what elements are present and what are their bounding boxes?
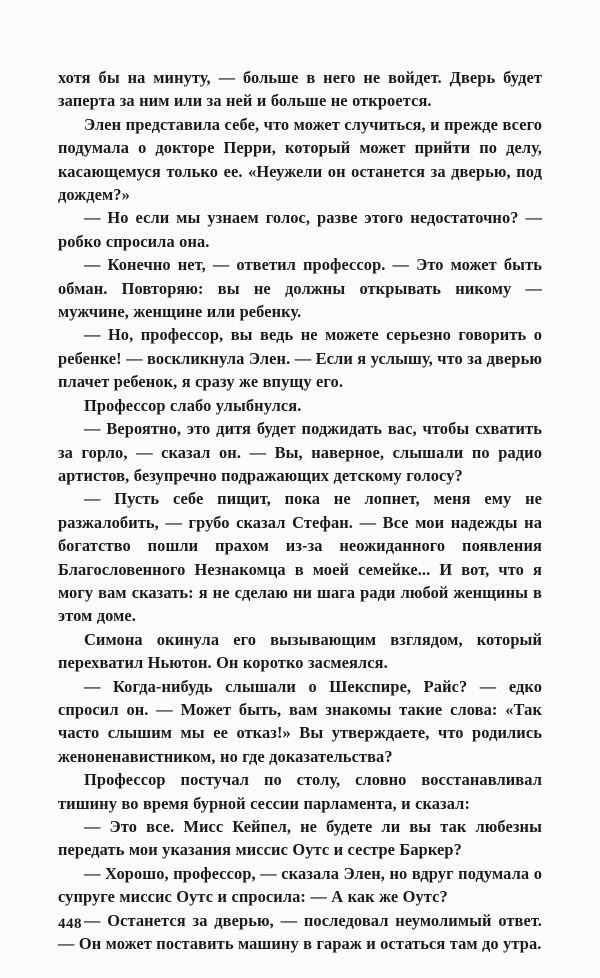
paragraph: Симона окинула его вызывающим взглядом, который перехватил Ньютон. Он коротко засмеялся.: [58, 629, 542, 673]
paragraph: — Вероятно, это дитя будет поджидать вас, чтобы схватить за горло, — сказал он. — Вы, наверное, слышали по радио артистов, безупречно подражающих детскому голосу?: [58, 419, 542, 485]
paragraph: — Когда-нибудь слышали о Шекспире, Райс? — едко спросил он. — Может быть, вам знакомы такие слова: «Так часто слышим мы ее отказ!» Вы утверждаете, что родились женоненавистником, но где доказательства?: [58, 676, 542, 766]
paragraph: Элен представила себе, что может случиться, и прежде всего подумала о докторе Перри, который может прийти по делу, касающемуся только ее. «Неужели он останется за дверью, под дождем?»: [58, 114, 542, 205]
paragraph: — Но если мы узнаем голос, разве этого недостаточно? — робко спросила она.: [58, 208, 542, 251]
paragraph: хотя бы на минуту, — больше в него не войдет. Дверь будет заперта за ним или за ней и больше не откроется.: [58, 68, 542, 111]
body-text-column: [58, 66, 542, 955]
paragraph: — Останется за дверью, — последовал неумолимый ответ. — Он может поставить машину в гараж и остаться там до утра.: [58, 910, 542, 954]
paragraph: — Хорошо, профессор, — сказала Элен, но вдруг подумала о супруге миссис Оутс и спросила: — А как же Оутс?: [58, 863, 542, 907]
page-number: 448: [58, 916, 82, 932]
paragraph: Профессор слабо улыбнулся.: [84, 395, 302, 415]
paragraph: — Конечно нет, — ответил профессор. — Это может быть обман. Повторяю: вы не должны открывать никому — мужчине, женщине или ребенку.: [58, 255, 542, 322]
paragraph: — Но, профессор, вы ведь не можете серьезно говорить о ребенке! — воскликнула Элен. — Если я услышу, что за дверью плачет ребенок, я сразу же впущу его.: [58, 325, 542, 392]
paragraph: Профессор постучал по столу, словно восстанавливал тишину во время бурной сессии парламента, и сказал:: [58, 770, 542, 813]
paragraph: — Это все. Мисс Кейпел, не будете ли вы так любезны передать мои указания миссис Оутс и сестре Баркер?: [58, 817, 542, 860]
paragraph: — Пусть себе пищит, пока не лопнет, меня ему не разжалобить, — грубо сказал Стефан. — Все мои надежды на богатство пошли прахом из-за неожиданного появления Благословенного Незнакомца в моей семейке... И вот, что я могу вам сказать: я не сделаю ни шага ради любой женщины в этом доме.: [58, 489, 542, 626]
